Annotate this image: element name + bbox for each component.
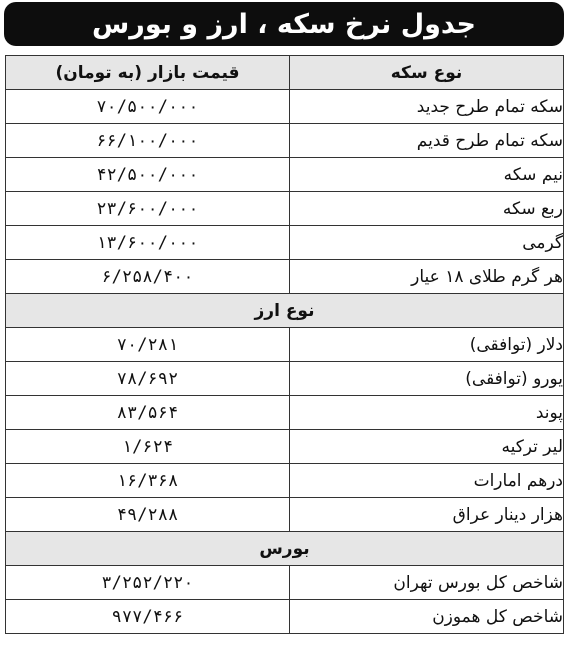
currency-name: لیر ترکیه — [290, 430, 564, 464]
currency-name: درهم امارات — [290, 464, 564, 498]
currency-section-row — [6, 294, 564, 328]
table-row — [6, 566, 564, 600]
coin-price: ۶۶/۱۰۰/۰۰۰ — [6, 124, 290, 158]
coin-name: ربع سکه — [290, 192, 564, 226]
table-row — [6, 192, 564, 226]
currency-price: ۸۳/۵۶۴ — [6, 396, 290, 430]
currency-price: ۷۰/۲۸۱ — [6, 328, 290, 362]
table-row — [6, 396, 564, 430]
table-row — [6, 430, 564, 464]
table-row — [6, 124, 564, 158]
currency-name: یورو (توافقی) — [290, 362, 564, 396]
coin-name: سکه تمام طرح جدید — [290, 90, 564, 124]
header-coin-type: نوع سکه — [290, 56, 564, 90]
coin-price: ۱۳/۶۰۰/۰۰۰ — [6, 226, 290, 260]
page-title: جدول نرخ سکه ، ارز و بورس — [92, 8, 476, 40]
table-header-row — [6, 56, 564, 90]
coin-price: ۲۳/۶۰۰/۰۰۰ — [6, 192, 290, 226]
index-name: شاخص کل هموزن — [290, 600, 564, 634]
currency-name: هزار دینار عراق — [290, 498, 564, 532]
coin-price: ۷۰/۵۰۰/۰۰۰ — [6, 90, 290, 124]
coin-name: نیم سکه — [290, 158, 564, 192]
coin-price: ۶/۲۵۸/۴۰۰ — [6, 260, 290, 294]
index-name: شاخص کل بورس تهران — [290, 566, 564, 600]
header-market-price: قیمت بازار (به تومان) — [6, 56, 290, 90]
table-row — [6, 600, 564, 634]
table-row — [6, 90, 564, 124]
title-banner — [4, 2, 564, 46]
coin-price: ۴۲/۵۰۰/۰۰۰ — [6, 158, 290, 192]
coin-name: گرمی — [290, 226, 564, 260]
currency-price: ۱۶/۳۶۸ — [6, 464, 290, 498]
currency-price: ۴۹/۲۸۸ — [6, 498, 290, 532]
currency-price: ۷۸/۶۹۲ — [6, 362, 290, 396]
bourse-section-label: بورس — [6, 532, 564, 566]
coin-name: سکه تمام طرح قدیم — [290, 124, 564, 158]
table-row — [6, 498, 564, 532]
currency-price: ۱/۶۲۴ — [6, 430, 290, 464]
table-row — [6, 260, 564, 294]
bourse-section-row — [6, 532, 564, 566]
table-row — [6, 158, 564, 192]
table-row — [6, 464, 564, 498]
rates-table — [5, 55, 564, 634]
coin-name: هر گرم طلای ۱۸ عیار — [290, 260, 564, 294]
currency-name: پوند — [290, 396, 564, 430]
table-row — [6, 362, 564, 396]
index-value: ۳/۲۵۲/۲۲۰ — [6, 566, 290, 600]
currency-section-label: نوع ارز — [6, 294, 564, 328]
index-value: ۹۷۷/۴۶۶ — [6, 600, 290, 634]
table-row — [6, 226, 564, 260]
currency-name: دلار (توافقی) — [290, 328, 564, 362]
table-row — [6, 328, 564, 362]
